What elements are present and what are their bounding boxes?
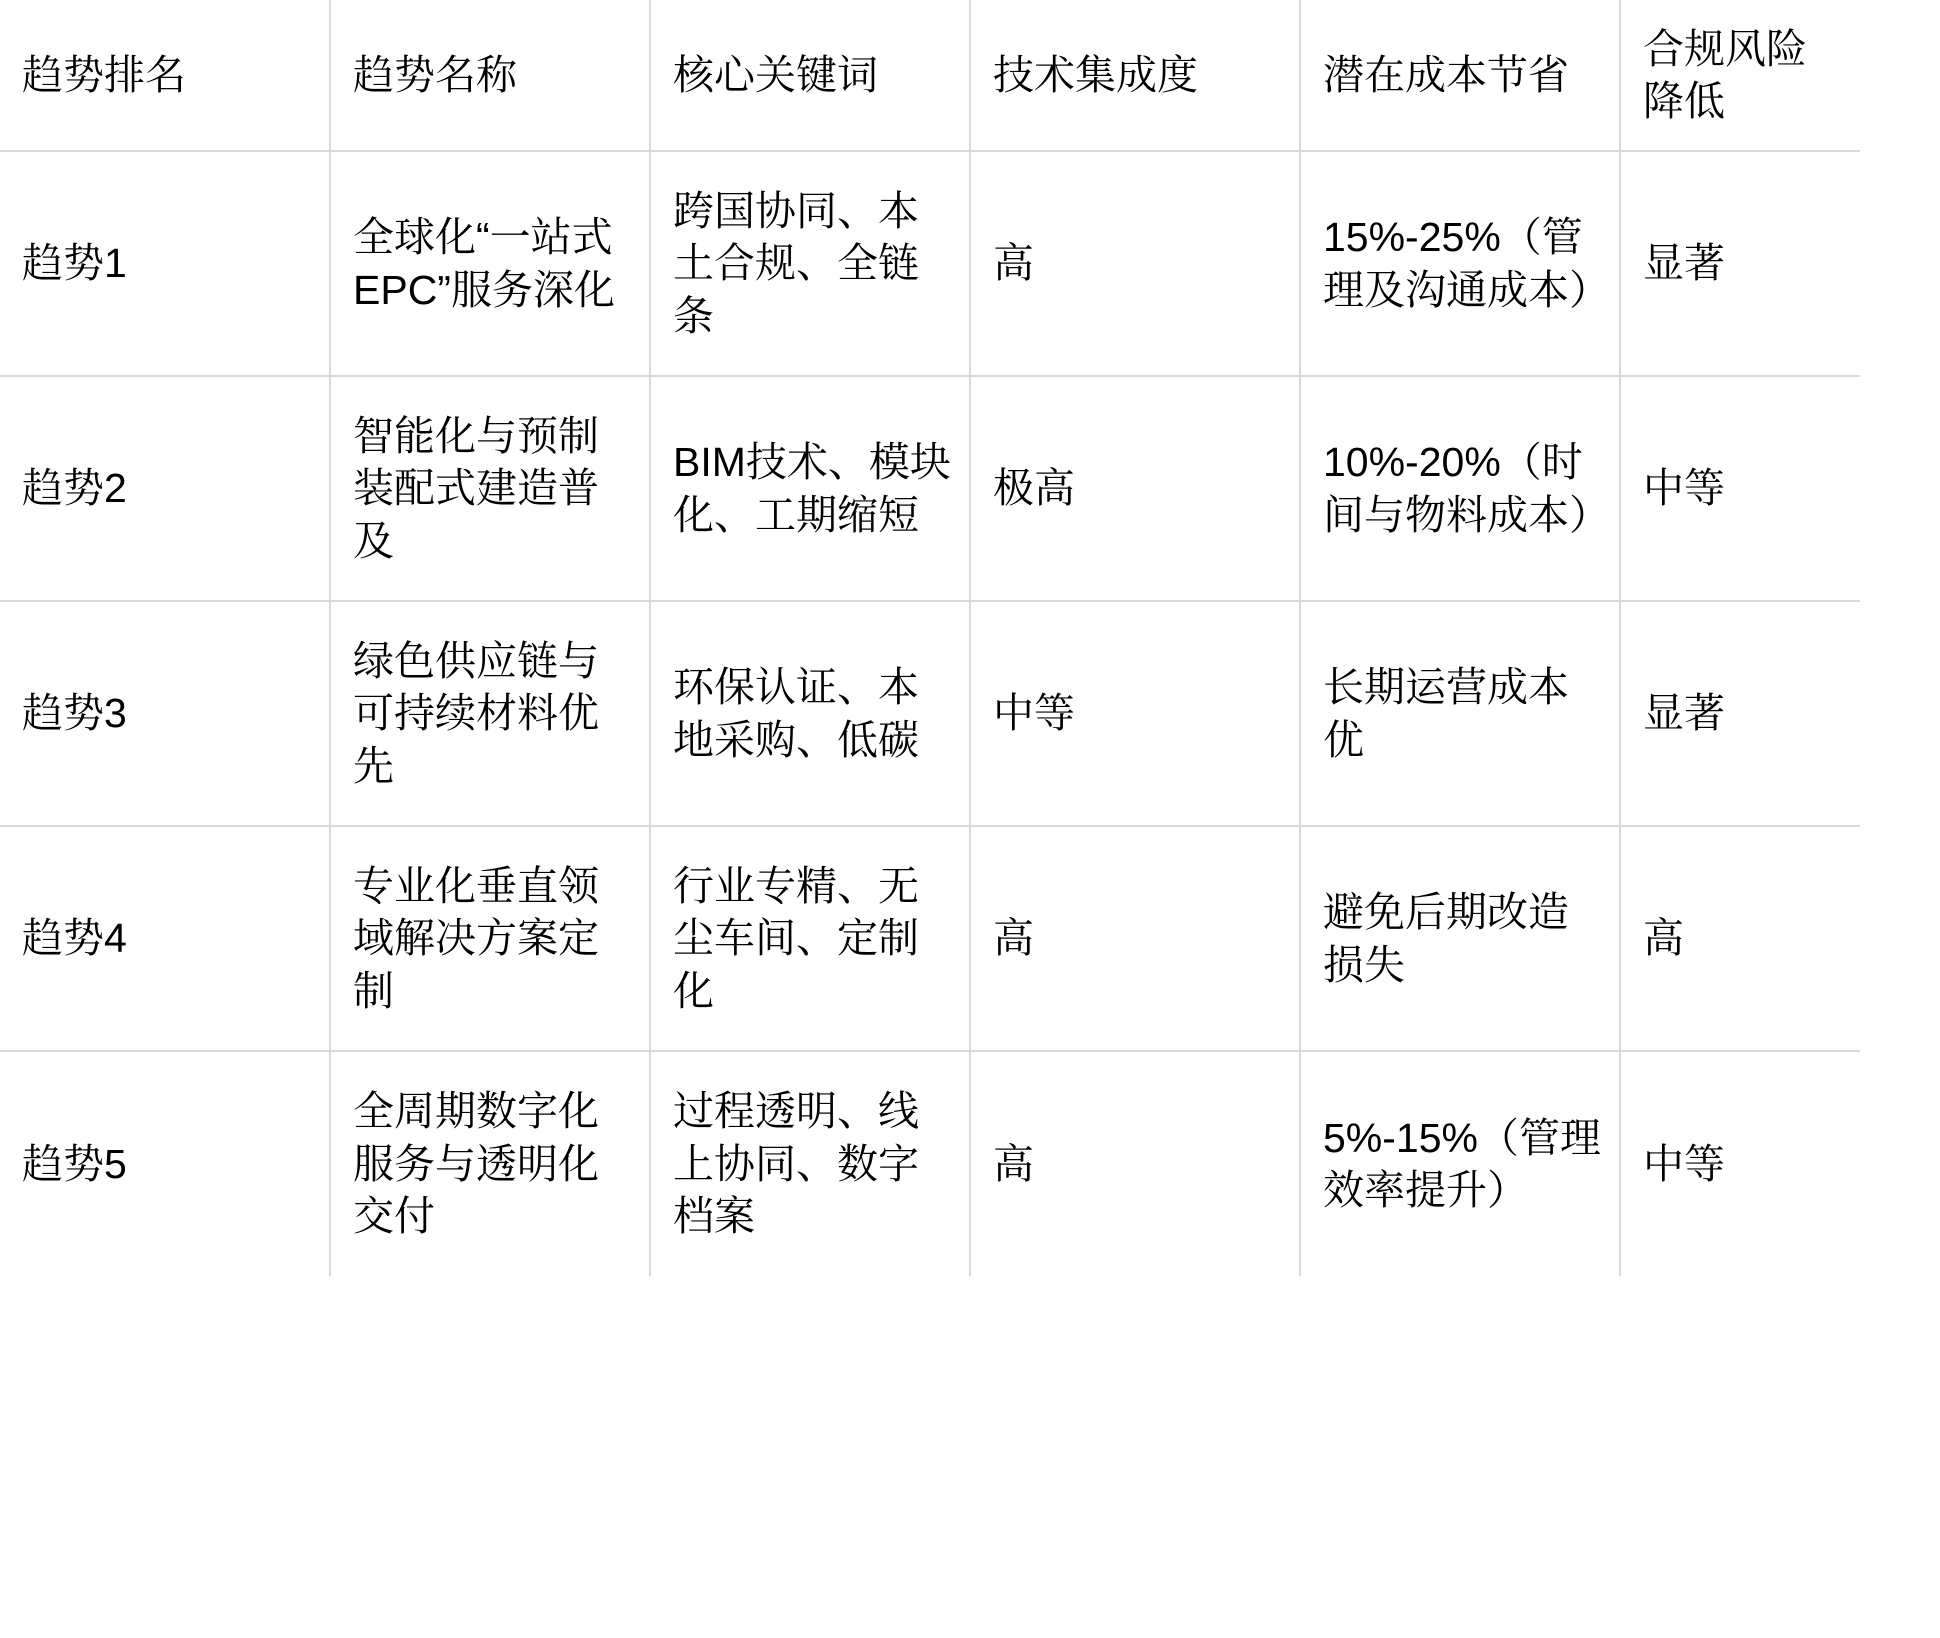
cell-name: 全球化“一站式EPC”服务深化	[330, 151, 650, 376]
cell-risk: 显著	[1620, 601, 1860, 826]
column-header-name: 趋势名称	[330, 0, 650, 151]
cell-savings: 避免后期改造损失	[1300, 826, 1620, 1051]
column-header-savings: 潜在成本节省	[1300, 0, 1620, 151]
cell-risk: 高	[1620, 826, 1860, 1051]
cell-name: 专业化垂直领域解决方案定制	[330, 826, 650, 1051]
column-header-rank: 趋势排名	[0, 0, 330, 151]
table-row	[0, 1051, 1860, 1276]
table-row	[0, 826, 1860, 1051]
cell-integration: 极高	[970, 376, 1300, 601]
cell-keywords: 过程透明、线上协同、数字档案	[650, 1051, 970, 1276]
table-header-row	[0, 0, 1860, 151]
cell-name: 全周期数字化服务与透明化交付	[330, 1051, 650, 1276]
cell-integration: 高	[970, 151, 1300, 376]
cell-savings: 长期运营成本优	[1300, 601, 1620, 826]
cell-rank: 趋势2	[0, 376, 330, 601]
cell-rank: 趋势1	[0, 151, 330, 376]
cell-risk: 显著	[1620, 151, 1860, 376]
table-row	[0, 601, 1860, 826]
cell-integration: 高	[970, 826, 1300, 1051]
cell-risk: 中等	[1643, 1140, 1725, 1187]
cell-keywords: 环保认证、本地采购、低碳	[650, 601, 970, 826]
table-row	[0, 151, 1860, 376]
cell-risk: 中等	[1620, 376, 1860, 601]
table-header	[0, 0, 1860, 151]
cell-rank: 趋势5	[0, 1051, 330, 1276]
table-row	[0, 376, 1860, 601]
cell-keywords: 跨国协同、本土合规、全链条	[650, 151, 970, 376]
table-body	[0, 151, 1860, 1276]
cell-integration: 高	[970, 1051, 1300, 1276]
cell-savings: 15%-25%（管理及沟通成本）	[1300, 151, 1620, 376]
cell-rank: 趋势4	[0, 826, 330, 1051]
column-header-integration: 技术集成度	[970, 0, 1300, 151]
cell-name: 绿色供应链与可持续材料优先	[330, 601, 650, 826]
column-header-keywords: 核心关键词	[650, 0, 970, 151]
cell-savings: 10%-20%（时间与物料成本）	[1300, 376, 1620, 601]
cell-integration: 中等	[970, 601, 1300, 826]
cell-savings: 5%-15%（管理效率提升）	[1300, 1051, 1620, 1276]
cell-name: 智能化与预制装配式建造普及	[330, 376, 650, 601]
cell-keywords: 行业专精、无尘车间、定制化	[650, 826, 970, 1051]
cell-keywords: BIM技术、模块化、工期缩短	[650, 376, 970, 601]
cell-rank: 趋势3	[0, 601, 330, 826]
column-header-risk: 合规风险降低	[1620, 0, 1860, 151]
